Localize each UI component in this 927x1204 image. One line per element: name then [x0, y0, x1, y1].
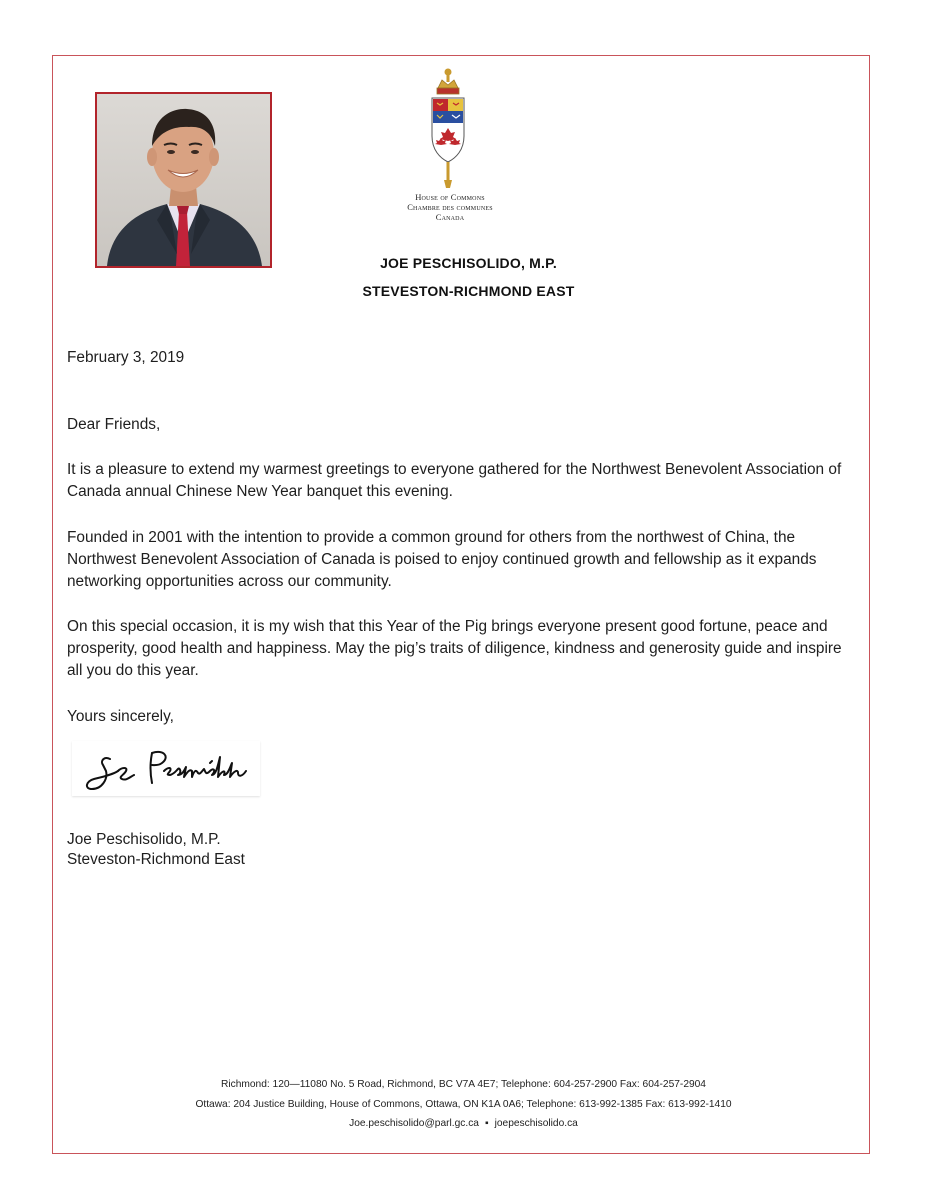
letter-closing: Yours sincerely, [67, 708, 174, 725]
footer-richmond-office: Richmond: 120—11080 No. 5 Road, Richmond, BC V7A 4E7; Telephone: 604-257-2900 Fax: 604-257-2904 [221, 1079, 706, 1090]
mp-name-heading: JOE PESCHISOLIDO, M.P. [380, 255, 557, 271]
letter-salutation: Dear Friends, [67, 416, 161, 433]
footer-email-link[interactable]: Joe.peschisolido@parl.gc.ca [349, 1118, 479, 1129]
letter-paragraph: It is a pleasure to extend my warmest greetings to everyone gathered for the Northwest Benevolent Association of Canada annual Chinese New Year banquet this evening. [67, 461, 842, 500]
footer-separator: ▪ [484, 1118, 489, 1129]
letter-date: February 3, 2019 [67, 349, 185, 366]
institution-name-english: House of Commons [415, 192, 485, 202]
footer-ottawa-office: Ottawa: 204 Justice Building, House of Commons, Ottawa, ON K1A 0A6; Telephone: 613-992-1385 Fax: 613-992-1410 [195, 1099, 732, 1110]
mp-riding-heading: STEVESTON-RICHMOND EAST [362, 283, 575, 299]
signatory-riding: Steveston-Richmond East [67, 851, 245, 868]
institution-name [380, 192, 520, 222]
letter-paragraph: On this special occasion, it is my wish that this Year of the Pig brings everyone present good fortune, peace and prosperity, good health and happiness. May the pig’s traits of diligence, kindness and generosity guide and inspire all you do this year. [67, 618, 842, 679]
portrait-illustration [97, 94, 270, 266]
letter-paragraph: Founded in 2001 with the intention to provide a common ground for others from the northwest of China, the Northwest Benevolent Association of Canada is poised to enjoy continued growth and fellowship as it expands networking opportunities across our community. [67, 529, 817, 590]
institution-country: Canada [435, 212, 465, 222]
handwritten-signature [72, 741, 260, 796]
mp-portrait-photo [95, 92, 272, 268]
house-of-commons-crest-icon [424, 66, 472, 190]
signatory-name: Joe Peschisolido, M.P. [67, 831, 221, 848]
footer-website-link[interactable]: joepeschisolido.ca [494, 1118, 578, 1129]
signatory-block [67, 830, 857, 870]
institution-name-french: Chambre des communes [407, 202, 493, 212]
footer-contact [80, 1118, 847, 1129]
